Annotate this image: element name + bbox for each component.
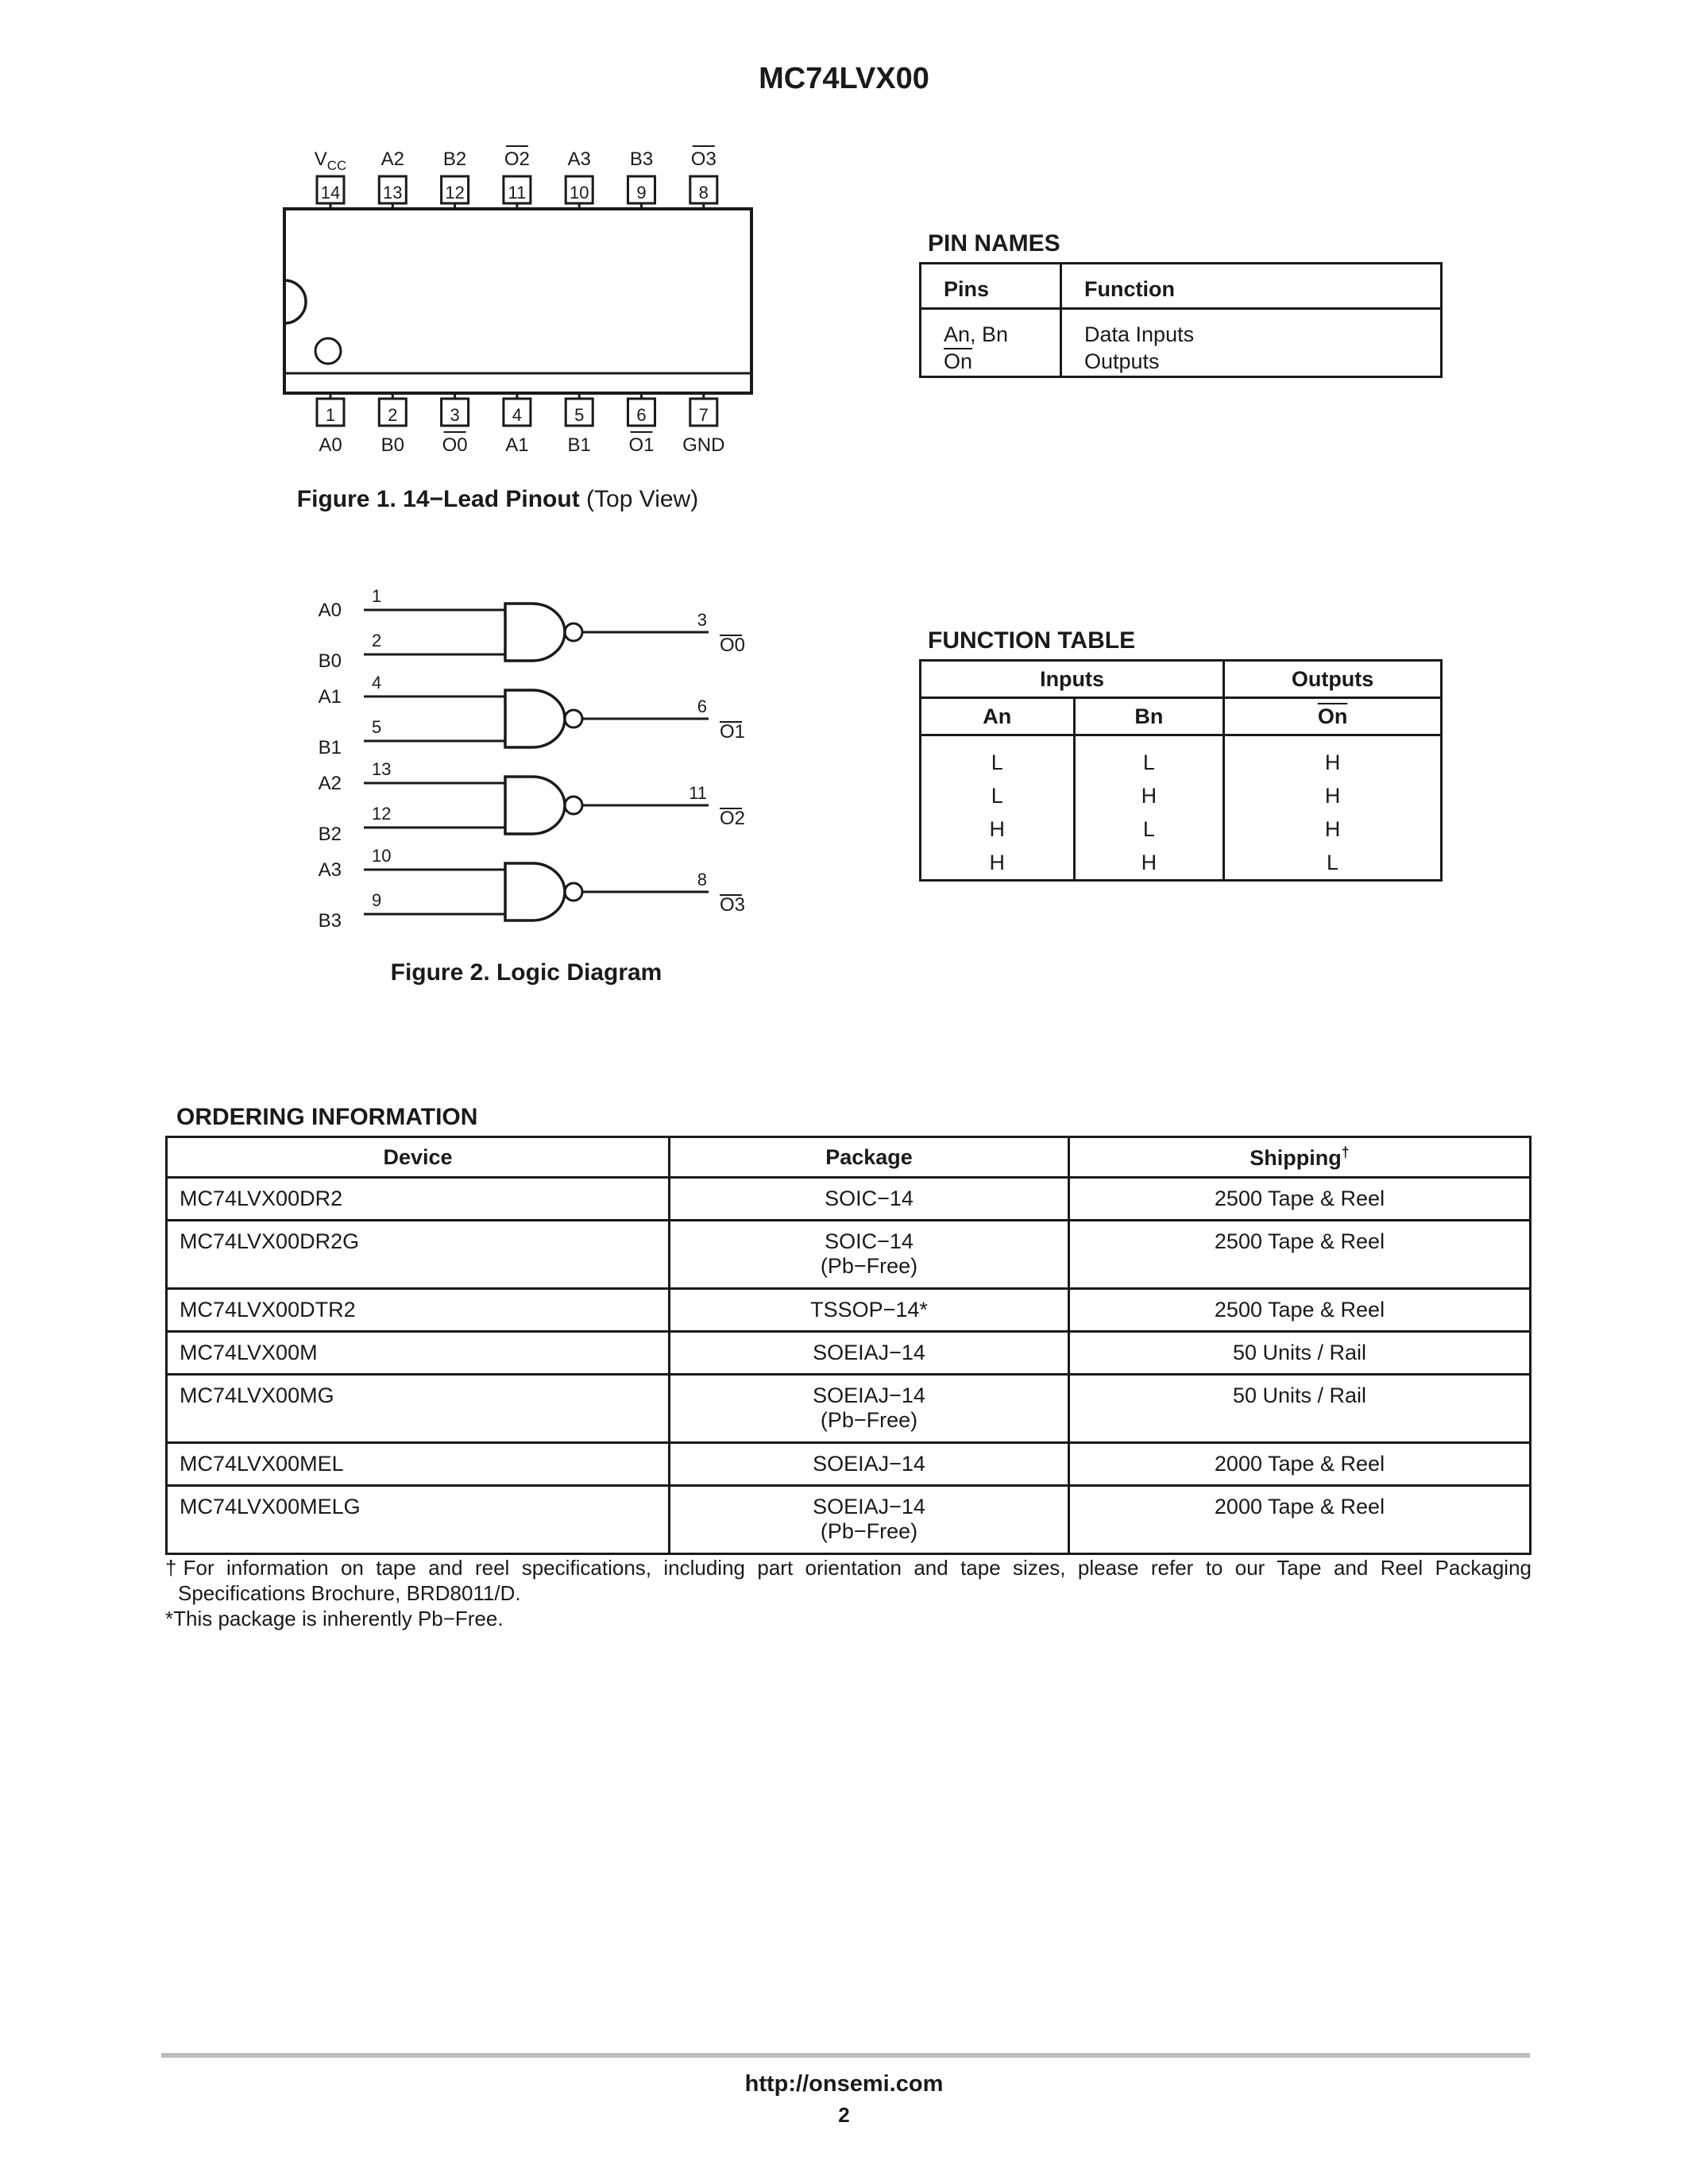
pin-label: O3: [690, 149, 717, 170]
pin-number: 5: [574, 405, 585, 425]
nand-gate: [319, 586, 745, 672]
footer-rule: [161, 2053, 1530, 2058]
pin-label: B0: [380, 434, 404, 456]
table-row: MC74LVX00MEL SOEIAJ−14 2000 Tape & Reel: [167, 1443, 1531, 1486]
input-pin-number: 2: [372, 631, 382, 650]
bn-column: L H L H: [1074, 735, 1224, 881]
pin-label: A1: [505, 434, 529, 456]
nand-gate-icon: [505, 777, 565, 834]
logic-diagram: [318, 576, 763, 941]
pin-number: 6: [636, 405, 647, 425]
pin-number: 1: [325, 405, 336, 425]
inversion-bubble-icon: [565, 623, 582, 641]
function-table: [919, 659, 1443, 882]
nand-gate: [319, 673, 745, 758]
ordering-table: [165, 1136, 1532, 1555]
table-row: MC74LVX00M SOEIAJ−14 50 Units / Rail: [167, 1332, 1531, 1375]
footnote-dagger-line2: Specifications Brochure, BRD8011/D.: [178, 1581, 521, 1605]
page-number: 2: [838, 2103, 850, 2127]
page-title: MC74LVX00: [759, 62, 929, 95]
output-pin-number: 11: [689, 783, 707, 803]
an-column: L L H H: [921, 735, 1075, 881]
pin-label: A0: [319, 434, 342, 456]
pin-number: 2: [388, 405, 398, 425]
pin-number: 3: [450, 405, 460, 425]
inversion-bubble-icon: [565, 710, 582, 727]
figure1-caption: Figure 1. 14−Lead Pinout (Top View): [296, 486, 699, 512]
input-pin-number: 12: [372, 804, 392, 824]
pin-number: 14: [320, 183, 341, 203]
output-pin-number: 6: [697, 696, 707, 716]
table-row: MC74LVX00DTR2 TSSOP−14* 2500 Tape & Reel: [167, 1289, 1531, 1332]
pin-number: 9: [636, 183, 647, 203]
pin1-dot-icon: [315, 338, 341, 364]
pin-label: O1: [628, 434, 655, 456]
footnote-dagger-line1: †For information on tape and reel specifications, including part orientation and tape sizes, please refer to our Tape and Reel Packaging: [165, 1556, 1532, 1580]
nand-gate-icon: [505, 690, 565, 747]
pin-label: A3: [567, 149, 591, 170]
input-label: A0: [318, 600, 342, 621]
pin-names-table: [919, 262, 1443, 378]
pin-label: O2: [504, 149, 530, 170]
output-label: O0: [720, 635, 746, 656]
table-row: MC74LVX00MG SOEIAJ−14 (Pb−Free) 50 Units / Rail: [167, 1375, 1531, 1443]
ordering-heading: ORDERING INFORMATION: [176, 1104, 478, 1130]
nand-gate: [319, 759, 745, 845]
function-table-heading: FUNCTION TABLE: [928, 627, 1136, 654]
input-pin-number: 10: [372, 846, 392, 866]
nand-gate-icon: [505, 604, 565, 661]
on-header: $\overline{On}$: [1224, 698, 1442, 735]
pin-names-heading: PIN NAMES: [928, 230, 1060, 257]
footer-url[interactable]: http://onsemi.com: [744, 2071, 944, 2097]
pin-number: 4: [512, 405, 523, 425]
pinout-diagram: [270, 135, 778, 469]
function-header: Function: [1061, 264, 1442, 309]
input-label: B2: [318, 824, 342, 845]
function-cell: Data Inputs Outputs: [1061, 309, 1442, 377]
package-header: Package: [670, 1137, 1069, 1178]
output-pin-number: 8: [697, 870, 707, 889]
input-label: A3: [318, 859, 342, 881]
shipping-header: Shipping†: [1069, 1137, 1531, 1178]
figure2-caption: Figure 2. Logic Diagram: [390, 959, 662, 986]
input-pin-number: 1: [372, 586, 382, 606]
pin-number: 10: [569, 183, 589, 203]
pin-label: GND: [682, 434, 725, 456]
nand-gate: [319, 846, 745, 932]
input-label: B3: [318, 910, 342, 932]
on-column: H H H L: [1224, 735, 1442, 881]
bn-header: Bn: [1074, 698, 1224, 735]
pin-label: B3: [629, 149, 654, 170]
input-pin-number: 4: [372, 673, 382, 693]
input-label: B1: [318, 737, 342, 758]
pin-label: B2: [442, 149, 467, 170]
outputs-group-header: Outputs: [1224, 661, 1442, 698]
pinout-top-pins: [315, 146, 717, 209]
nand-gate-icon: [505, 863, 565, 920]
input-pin-number: 5: [372, 717, 382, 737]
pin-number: 12: [445, 183, 465, 203]
input-label: A2: [318, 773, 342, 794]
pins-header: Pins: [921, 264, 1061, 309]
input-label: B0: [318, 650, 342, 672]
pin-label: $V_{CC}$: [314, 149, 347, 173]
table-row: MC74LVX00DR2 SOIC−14 2500 Tape & Reel: [167, 1178, 1531, 1221]
output-pin-number: 3: [697, 610, 707, 630]
pin-number: 7: [698, 405, 709, 425]
pin-number: 8: [698, 183, 709, 203]
an-header: An: [921, 698, 1075, 735]
device-header: Device: [167, 1137, 670, 1178]
chip-notch-icon: [284, 280, 306, 323]
footnote-star: *This package is inherently Pb−Free.: [165, 1607, 504, 1630]
inversion-bubble-icon: [565, 797, 582, 814]
chip-body: [284, 209, 751, 393]
input-label: A1: [318, 686, 342, 708]
table-row: MC74LVX00DR2G SOIC−14 (Pb−Free) 2500 Tape & Reel: [167, 1221, 1531, 1289]
input-pin-number: 9: [372, 890, 382, 910]
ordering-footnotes: [165, 1555, 1532, 1631]
pin-number: 11: [508, 183, 527, 203]
inversion-bubble-icon: [565, 883, 582, 901]
pin-number: 13: [383, 183, 403, 203]
output-label: O2: [720, 808, 746, 829]
output-label: O1: [720, 721, 746, 743]
pin-label: B1: [567, 434, 591, 456]
input-pin-number: 13: [372, 759, 392, 779]
pinout-bottom-pins: [317, 393, 724, 456]
table-row: MC74LVX00MELG SOEIAJ−14 (Pb−Free) 2000 Tape & Reel: [167, 1486, 1531, 1554]
pins-cell: An, Bn $\overline{On}$: [921, 309, 1061, 377]
pin-label: A2: [380, 149, 404, 170]
pin-label: O0: [442, 434, 468, 456]
inputs-group-header: Inputs: [921, 661, 1224, 698]
output-label: O3: [720, 894, 746, 916]
